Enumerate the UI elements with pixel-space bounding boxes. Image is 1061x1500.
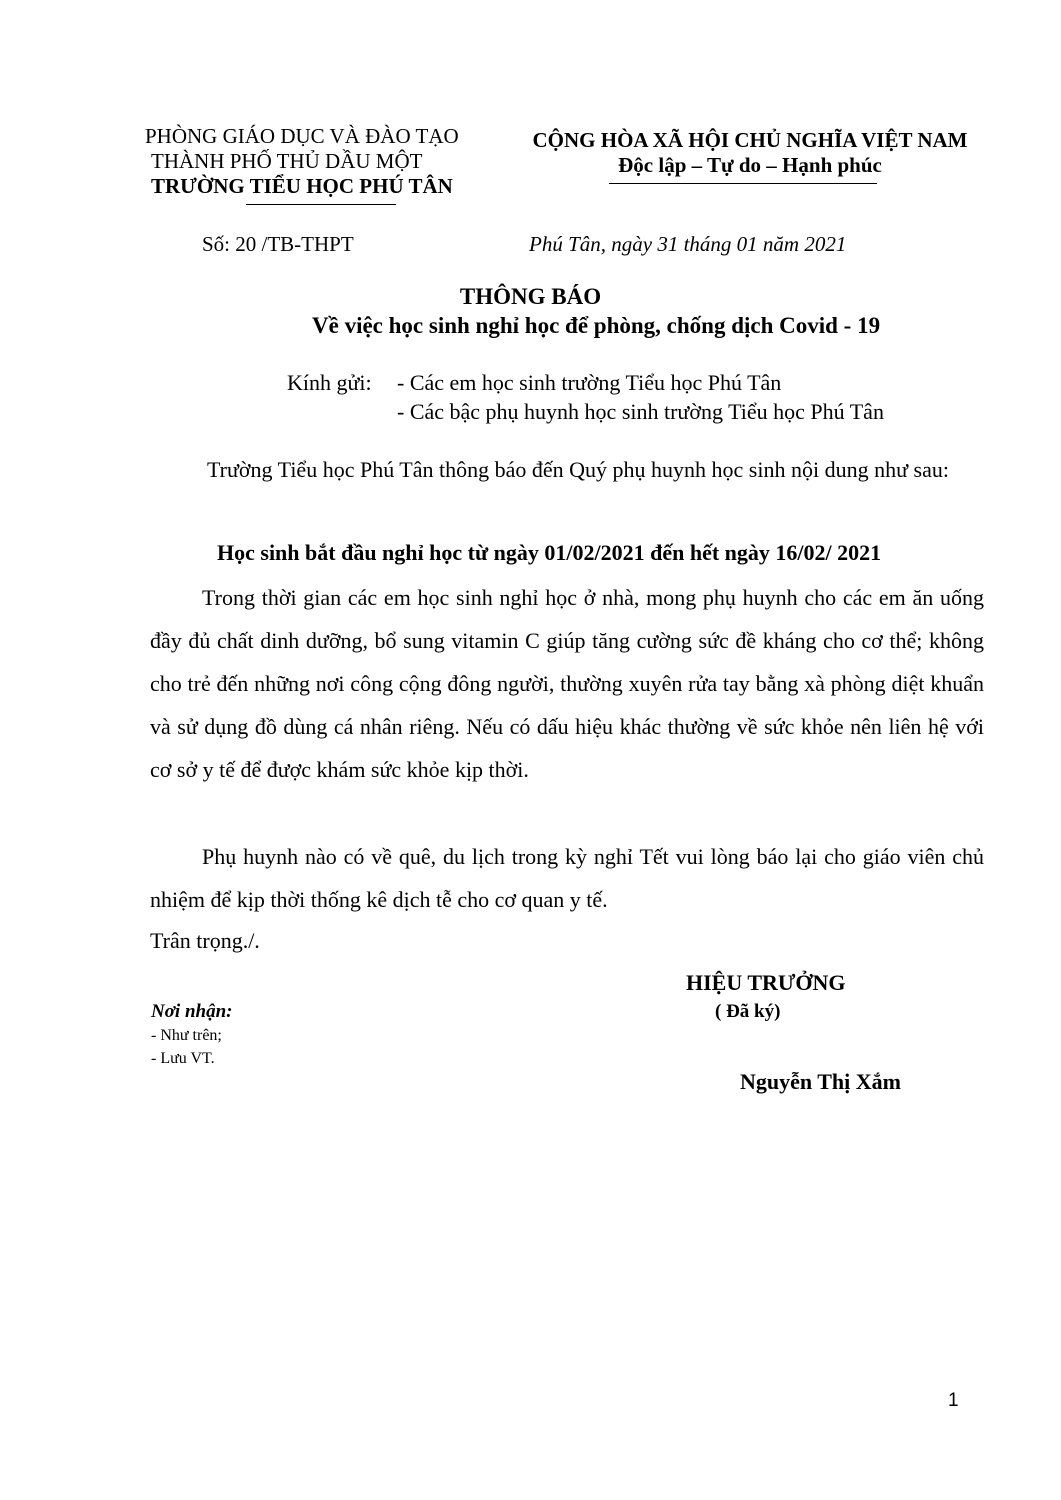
signer-name: Nguyễn Thị Xắm	[740, 1069, 901, 1094]
travel-report-paragraph: Phụ huynh nào có về quê, du lịch trong kỳ nghỉ Tết vui lòng báo lại cho giáo viên chủ nhiệm để kịp thời thống kê dịch tễ cho cơ quan y tế.	[150, 844, 984, 912]
city-name: THÀNH PHỐ THỦ DẦU MỘT	[151, 149, 423, 173]
motto-underline	[609, 183, 877, 184]
health-advice-paragraph: Trong thời gian các em học sinh nghỉ học ở nhà, mong phụ huynh cho các em ăn uống đầy đủ chất dinh dưỡng, bổ sung vitamin C giúp tăng cường sức đề kháng cho cơ thể; không cho trẻ đến những nơi công cộng đông người, thường xuyên rửa tay bằng xà phòng diệt khuẩn và sử dụng đồ dùng cá nhân riêng. Nếu có dấu hiệu khác thường về sức khỏe nên liên hệ với cơ sở y tế để được khám sức khỏe kịp thời.	[150, 585, 984, 782]
receivers-label: Nơi nhận:	[151, 1001, 233, 1022]
school-underline	[246, 204, 396, 205]
issuing-authority	[145, 124, 459, 199]
closure-dates: Học sinh bắt đầu nghỉ học từ ngày 01/02/2021 đến hết ngày 16/02/ 2021	[217, 540, 882, 565]
school-name: TRƯỜNG TIỂU HỌC PHÚ TÂN	[151, 174, 453, 198]
receiver-item: - Như trên;	[151, 1027, 222, 1044]
place-date: Phú Tân, ngày 31 tháng 01 năm 2021	[529, 232, 847, 256]
closing-remark: Trân trọng./.	[150, 928, 260, 953]
receiver-item: - Lưu VT.	[151, 1050, 215, 1067]
department-name: PHÒNG GIÁO DỤC VÀ ĐÀO TẠO	[145, 124, 459, 148]
recipient-line-parents: - Các bậc phụ huynh học sinh trường Tiểu học Phú Tân	[397, 399, 884, 424]
national-header	[528, 128, 972, 178]
document-number: Số: 20 /TB-THPT	[202, 232, 354, 256]
recipients-label: Kính gửi:	[287, 370, 372, 395]
recipient-line-students: - Các em học sinh trường Tiểu học Phú Tân	[397, 370, 782, 395]
national-motto: Độc lập – Tự do – Hạnh phúc	[618, 153, 882, 177]
signer-title: HIỆU TRƯỞNG	[686, 970, 846, 995]
signed-note: ( Đã ký)	[715, 1001, 781, 1022]
page-number: 1	[948, 1390, 959, 1411]
document-subtitle: Về việc học sinh nghỉ học để phòng, chống dịch Covid - 19	[312, 313, 881, 338]
intro-paragraph: Trường Tiểu học Phú Tân thông báo đến Quý phụ huynh học sinh nội dung như sau:	[207, 457, 949, 482]
country-name: CỘNG HÒA XÃ HỘI CHỦ NGHĨA VIỆT NAM	[532, 128, 968, 152]
document-title: THÔNG BÁO	[459, 284, 602, 309]
